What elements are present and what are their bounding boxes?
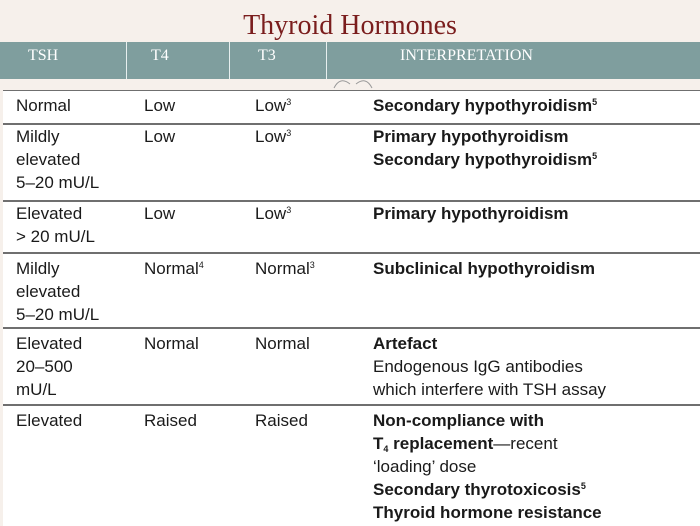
header-t3: T3 [258,47,276,64]
cell-t3: Low$^3$ [255,127,292,146]
row-divider [3,404,700,406]
cell-interpretation: Artefact Endogenous IgG antibodies which interfere with TSH assay [373,334,607,399]
cell-t3: Raised [255,411,308,430]
cell-tsh: Mildly elevated 5–20 mU/L [16,127,100,192]
cell-t4: Low [144,127,176,146]
row-divider [3,327,700,329]
cell-tsh: Mildly elevated 5–20 mU/L [16,259,100,324]
cell-tsh: Elevated > 20 mU/L [16,204,95,246]
header-divider [229,42,230,79]
cell-interpretation: Subclinical hypothyroidism [373,259,595,278]
cell-interpretation: Primary hypothyroidism [373,204,569,223]
cell-interpretation: Secondary hypothyroidism$^5$ [373,96,598,115]
header-t4: T4 [151,47,169,64]
cell-t4: Raised [144,411,197,430]
cell-t3: Normal$^3$ [255,259,315,278]
cell-t4: Normal$^4$ [144,259,204,278]
cell-t4: Normal [144,334,199,353]
header-divider [126,42,127,79]
cell-tsh: Elevated 20–500 mU/L [16,334,83,399]
header-interpretation: INTERPRETATION [400,47,533,64]
hormone-table [3,90,700,526]
cell-t3: Low$^3$ [255,96,292,115]
cell-interpretation: Primary hypothyroidism Secondary hypothyroidism$^5$ [373,127,598,169]
slide-title: Thyroid Hormones [243,10,457,41]
cell-tsh: Elevated [16,411,83,430]
cell-t4: Low [144,96,176,115]
row-divider [3,252,700,254]
table-row [3,255,700,325]
header-tsh: TSH [28,47,59,64]
cell-t3: Low$^3$ [255,204,292,223]
header-divider [326,42,327,79]
cell-interpretation: Non-compliance with $T_4$ replacement—recent ‘loading’ dose Secondary thyrotoxicosis$^5$ Thyroid hormone resistance [373,411,602,522]
table-row [3,202,700,255]
table-row [3,330,700,403]
cell-t3: Normal [255,334,310,353]
cell-t4: Low [144,204,176,223]
table-row [3,125,700,200]
decorative-swirl-icon [328,74,378,90]
table-row [3,91,700,123]
table-row [3,408,700,526]
cell-tsh: Normal [16,96,71,115]
